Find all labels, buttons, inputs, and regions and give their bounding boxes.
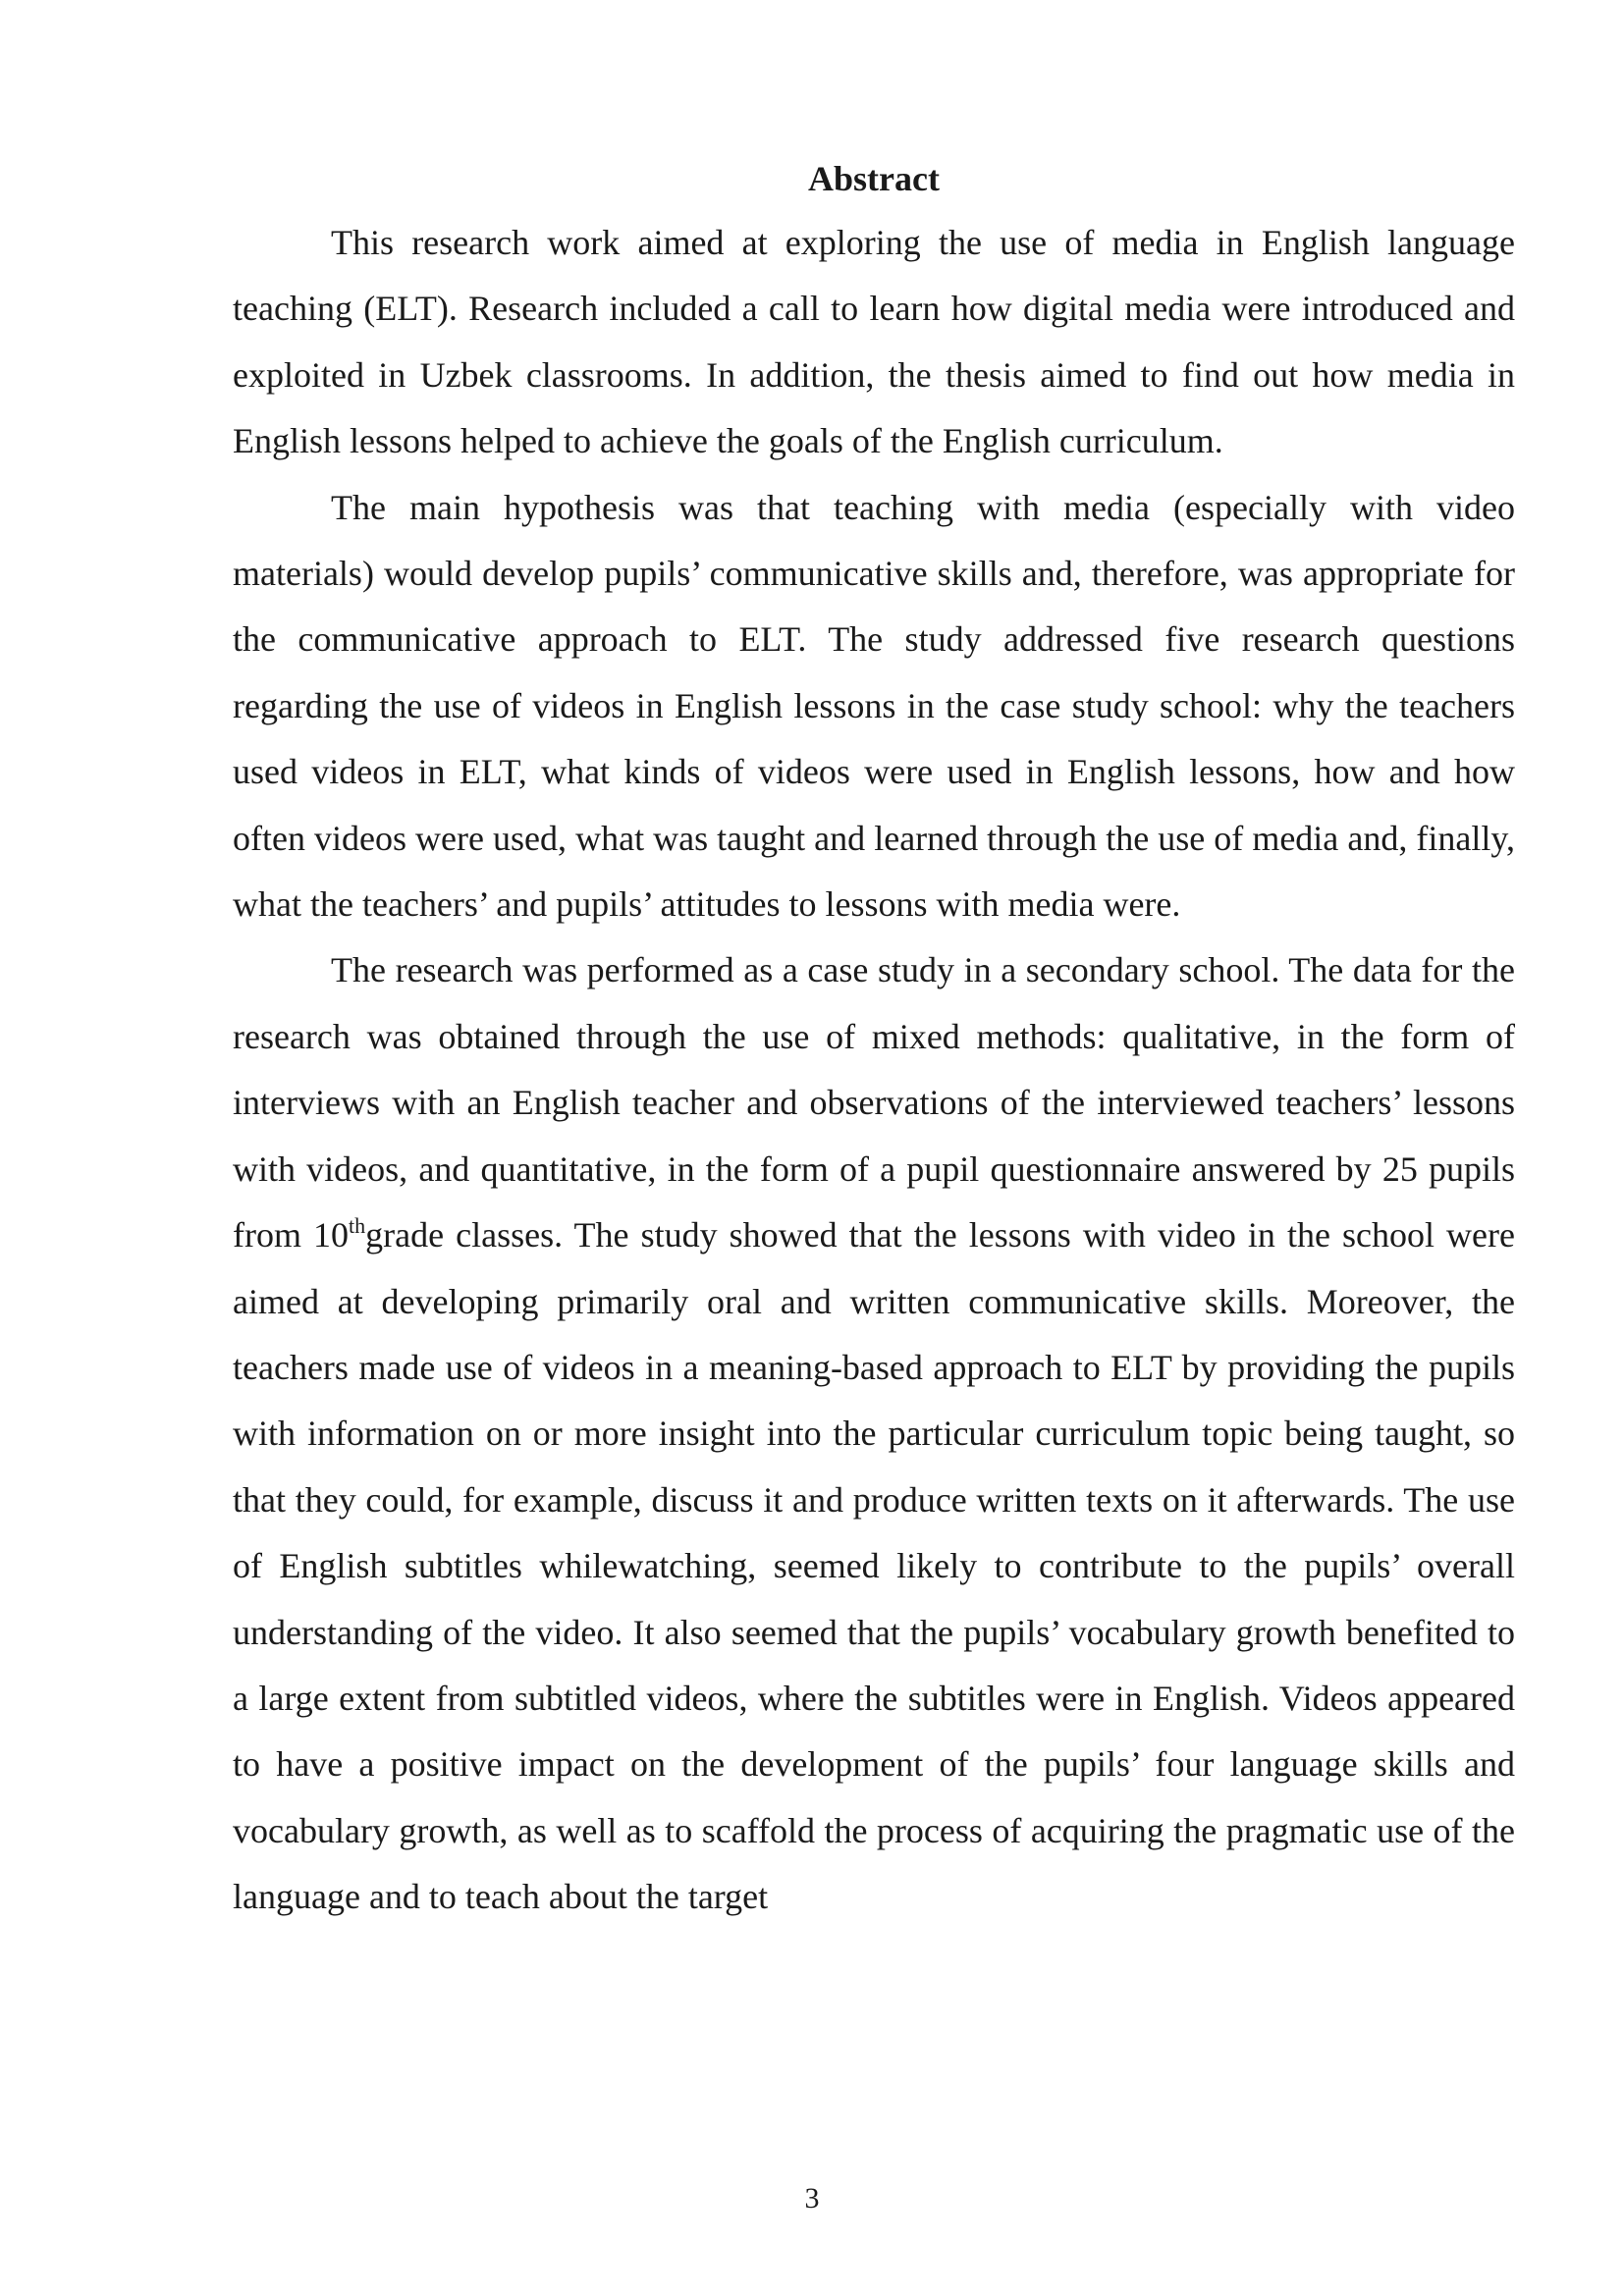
document-page — [233, 147, 1515, 1931]
paragraph-3-text-end: grade classes. The study showed that the lessons with video in the school were aimed at developing primarily oral and written communicative skills. Moreover, the teachers made use of videos in a meaning-based approach to ELT by providing the pupils with information on or more insight into the particular curriculum topic being taught, so that they could, for example, discuss it and produce written texts on it afterwards. The use of English subtitles whilewatching, seemed likely to contribute to the pupils’ overall understanding of the video. It also seemed that the pupils’ vocabulary growth benefited to a large extent from subtitled videos, where the subtitles were in English. Videos appeared to have a positive impact on the development of the pupils’ four language skills and vocabulary growth, as well as to scaffold the process of acquiring the pragmatic use of the language and to teach about the target — [233, 1215, 1515, 1917]
page-number: 3 — [804, 2182, 820, 2215]
abstract-heading: Abstract — [808, 159, 940, 198]
paragraph-3 — [233, 937, 1515, 1930]
paragraph-2: The main hypothesis was that teaching with media (especially with video materials) would develop pupils’ communicative skills and, therefore, was appropriate for the communicative approach to ELT. The study addressed five research questions regarding the use of videos in English lessons in the case study school: why the teachers used videos in ELT, what kinds of videos were used in English lessons, how and how often videos were used, what was taught and learned through the use of media and, finally, what the teachers’ and pupils’ attitudes to lessons with media were. — [233, 487, 1515, 925]
paragraph-1: This research work aimed at exploring the use of media in English language teaching (ELT). Research included a call to learn how digital media were introduced and exploited in Uzbek classrooms. In addition, the thesis aimed to find out how media in English lessons helped to achieve the goals of the English curriculum. — [233, 223, 1515, 461]
paragraph-3-text-start: The research was performed as a case study in a secondary school. The data for the research was obtained through the use of mixed methods: qualitative, in the form of interviews with an English teacher and observations of the interviewed teachers’ lessons with videos, and quantitative, in the form of a pupil questionnaire answered by 25 pupils from 10 — [233, 950, 1515, 1255]
ordinal-superscript: th — [349, 1213, 366, 1239]
